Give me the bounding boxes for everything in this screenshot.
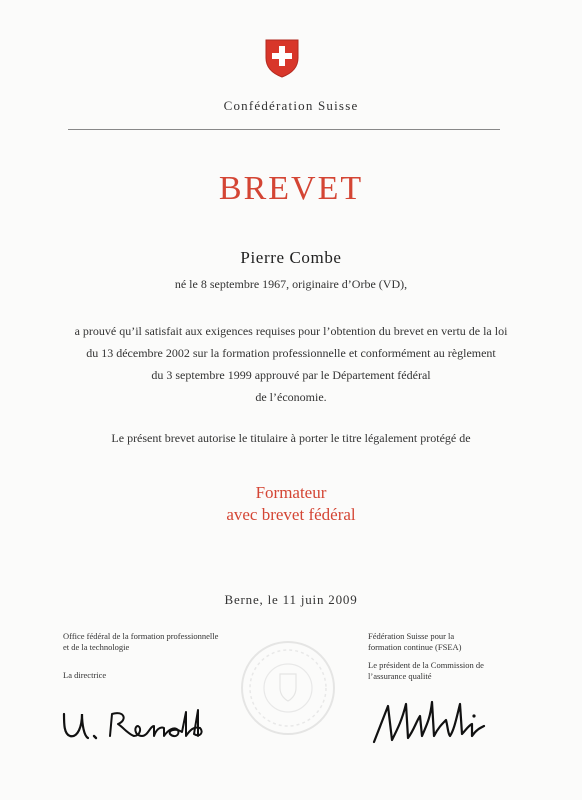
embossed-seal	[238, 638, 338, 738]
confederation-label: Confédération Suisse	[223, 98, 359, 113]
issuer-role: Le président de la Commission de	[368, 660, 484, 670]
body-line: a prouvé qu’il satisfait aux exigences requises pour l’obtention du brevet en vertu de la loi	[74, 324, 508, 338]
qualification-line: Formateur	[255, 483, 327, 502]
body-line: du 13 décembre 2002 sur la formation professionnelle et conformément au règlement	[86, 346, 496, 360]
issuer-office-line: Fédération Suisse pour la	[368, 631, 455, 641]
place-date: Berne, le 11 juin 2009	[224, 592, 358, 607]
birth-line: né le 8 septembre 1967, originaire d’Orbe (VD),	[174, 277, 408, 291]
signature-right	[368, 690, 498, 746]
body-line: du 3 septembre 1999 approuvé par le Département fédéral	[151, 368, 431, 382]
issuer-role: l’assurance qualité	[368, 670, 432, 681]
holder-name: Pierre Combe	[240, 248, 342, 267]
header-divider	[68, 129, 500, 130]
issuer-office-line: Office fédéral de la formation professionnelle	[63, 631, 219, 641]
authorization-line: Le présent brevet autorise le titulaire à porter le titre légalement protégé de	[111, 431, 471, 445]
issuer-office-line: et de la technologie	[63, 641, 130, 652]
issuer-office-line: formation continue (FSEA)	[368, 641, 462, 652]
swiss-cross-icon	[264, 38, 300, 78]
certificate-body	[0, 320, 582, 408]
issuer-right	[368, 631, 548, 681]
qualification-line: avec brevet fédéral	[226, 505, 356, 524]
issuer-left	[63, 631, 263, 681]
signature-left	[58, 704, 218, 748]
issuer-role: La directrice	[63, 670, 107, 680]
qualification-title	[0, 482, 582, 526]
document-title: BREVET	[218, 170, 364, 207]
body-line: de l’économie.	[255, 390, 327, 404]
